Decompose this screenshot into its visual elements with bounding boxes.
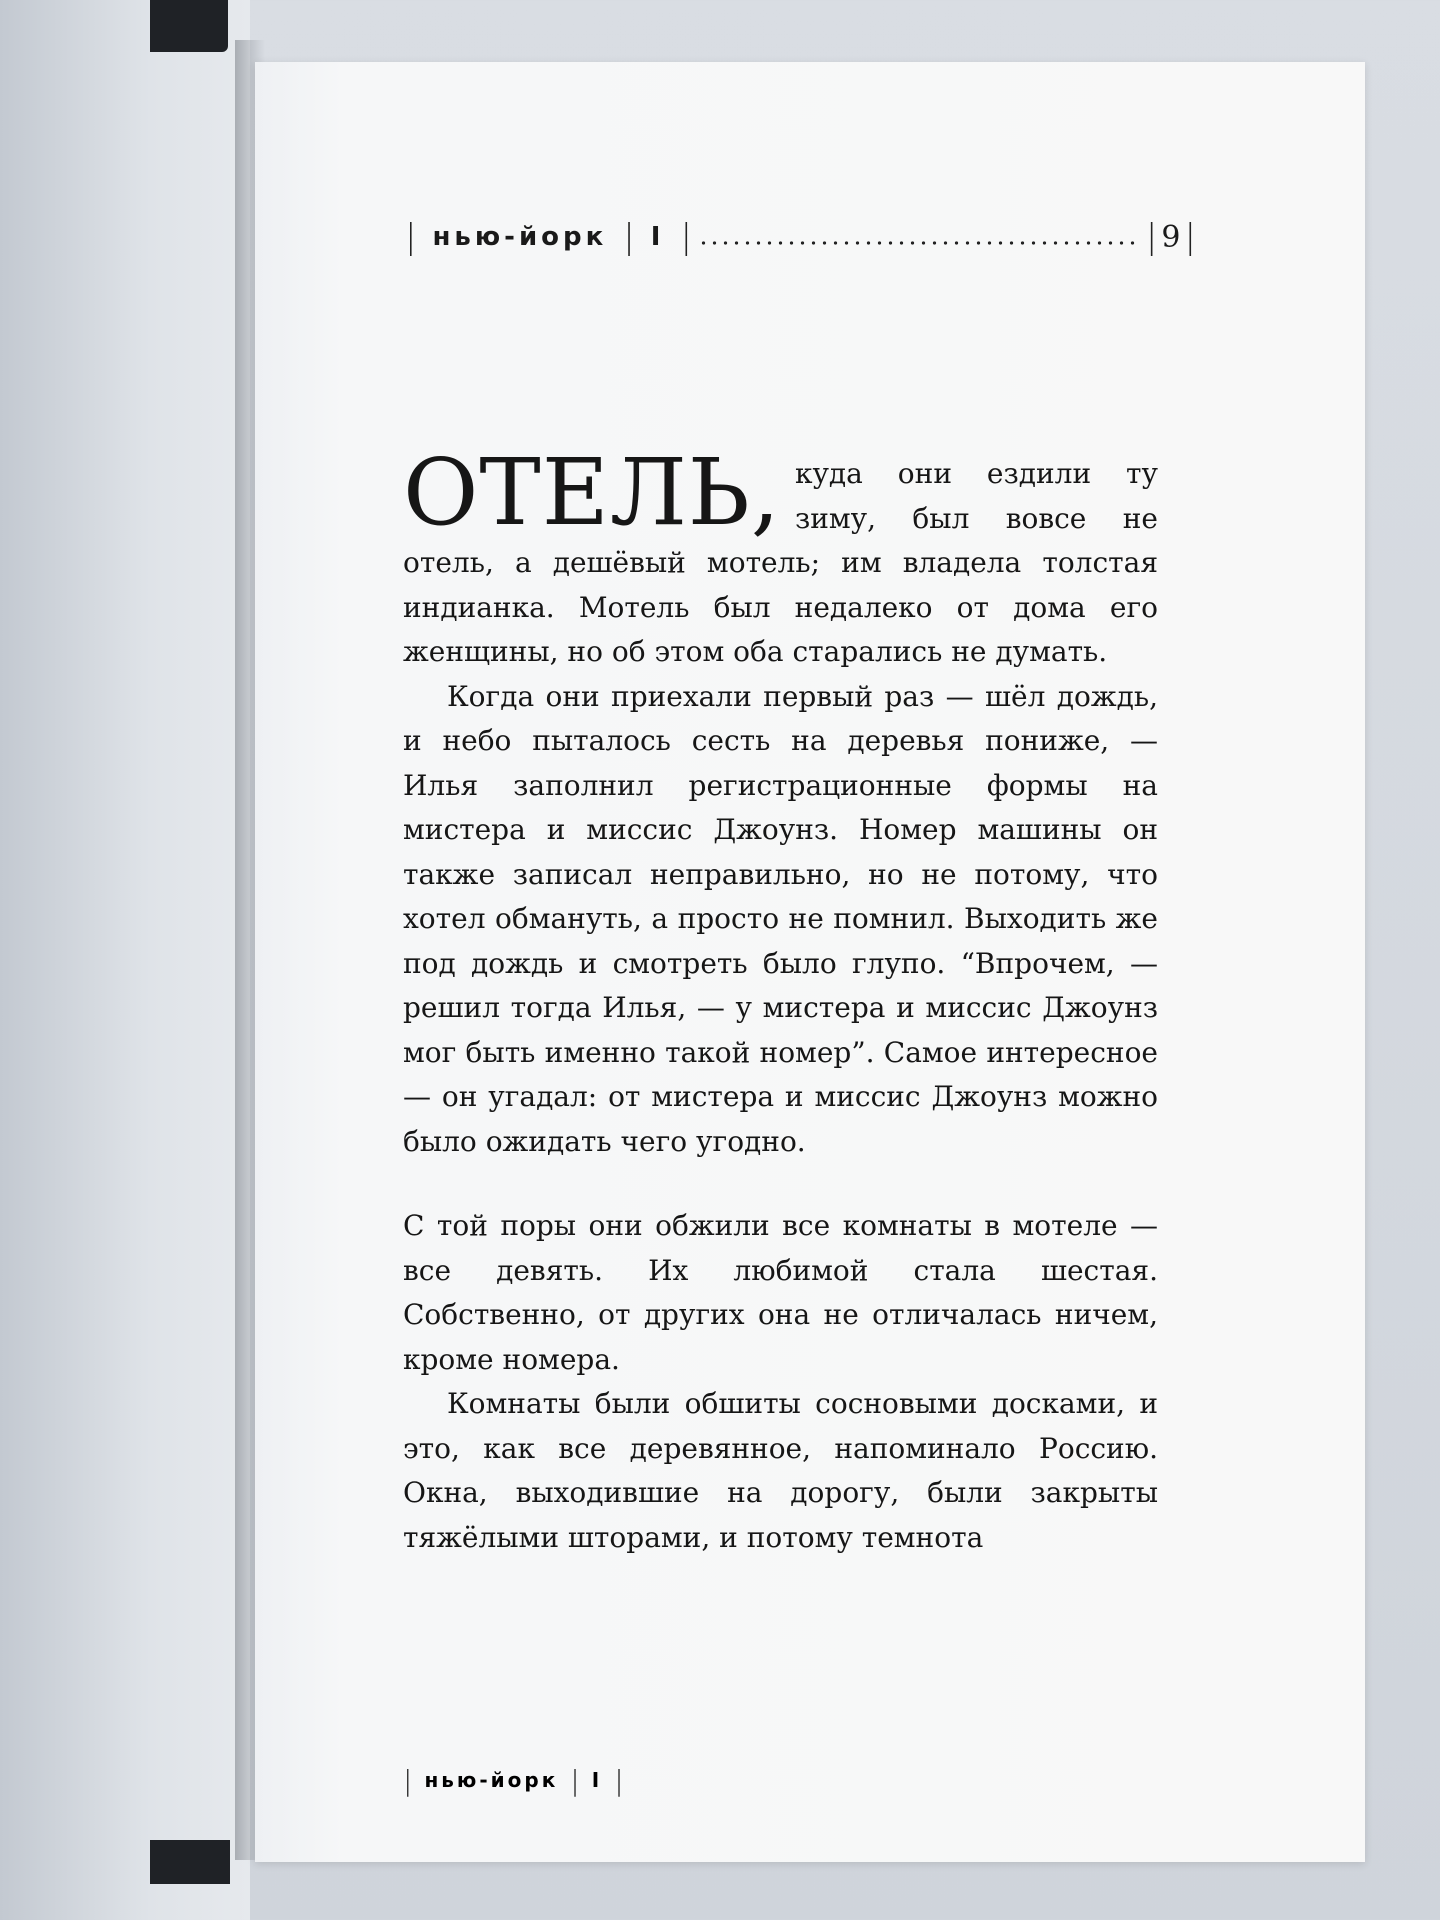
body-text [403,439,1158,1560]
paragraph: Когда они приехали первый раз — шёл дождь, и небо пыталось сесть на деревья пониже, — Илья заполнил регистрационные формы на мистера и миссис Джоунз. Номер машины он также записал неправильно, но не потому, что хотел обмануть, а просто не помнил. Выходить же под дождь и смотреть было глупо. “Впрочем, — решил тогда Илья, — у мистера и миссис Джоунз мог быть именно такой номер”. Самое интересное — он угадал: от мистера и миссис Джоунз можно было ожидать чего угодно. [403,679,1158,1158]
header-divider: | [405,217,417,257]
header-divider: | [623,217,635,257]
paragraph: С той поры они обжили все комнаты в мотеле — все девять. Их любимой стала шестая. Собственно, от других она не отличалась ничем, кроме номера. [403,1209,1158,1376]
paragraph-text: куда они ездили ту зиму, был вовсе не отель, а дешёвый мотель; им владела толстая индианка. Мотель был недалеко от дома его женщины, но об этом оба старались не думать. [403,457,1158,668]
header-divider: | [1145,217,1158,257]
running-footer [403,1760,624,1800]
book-cover-edge-top [150,0,228,52]
dotted-leader [698,241,1136,245]
footer-divider: | [403,1763,413,1797]
running-header [405,212,1440,262]
drop-word: ОТЕЛЬ, [403,439,781,546]
header-divider: | [680,217,692,257]
footer-divider: | [570,1763,580,1797]
paragraph: Комнаты были обшиты сосновыми досками, и это, как все деревянное, напоминало Россию. Окна, выходившие на дорогу, были закрыты тяжёлыми шторами, и потому темнота [403,1387,1158,1554]
header-chapter: I [650,222,665,252]
page-number: 9 [1161,219,1181,255]
book-cover-edge-bottom [150,1840,230,1884]
left-page [0,0,250,1920]
book-page [255,62,1365,1862]
header-divider: | [1184,217,1196,257]
paragraph [403,439,1158,675]
footer-section: нью-йорк [424,1768,559,1792]
header-section: нью-йорк [432,222,608,252]
footer-divider: | [614,1763,624,1797]
footer-chapter: I [591,1768,603,1792]
